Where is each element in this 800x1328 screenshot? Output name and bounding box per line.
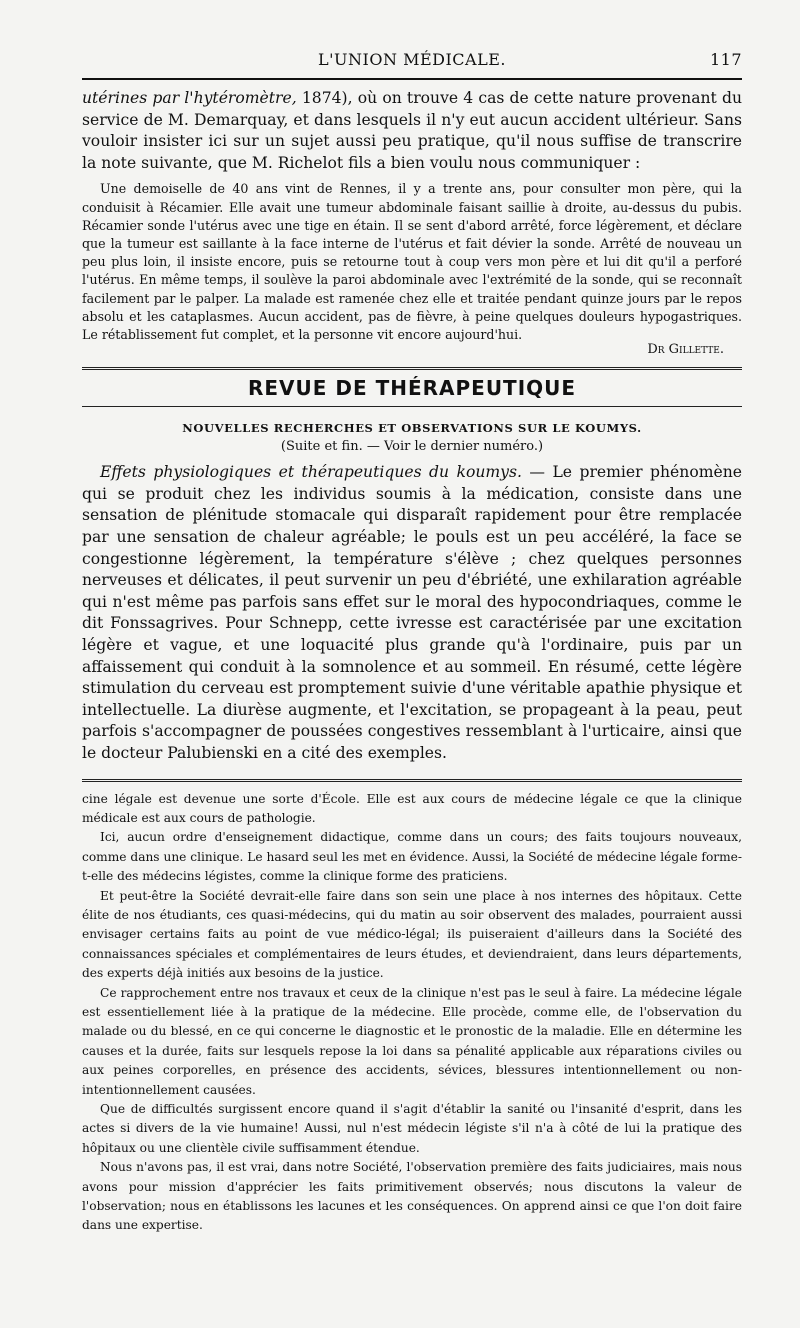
intro-paragraph [82,88,742,174]
bottom-paragraph-5: Que de difficultés surgissent encore quand il s'agit d'établir la sanité ou l'insanité d'esprit, dans les actes si divers de la vie humaine! Aussi, nul n'est médecin légiste s'il n'a à côté de lui la pratique des hôpitaux ou une clientèle civile suffisamment étendue. [82,1102,742,1155]
section-title-rule [82,406,742,407]
section-rule-top [82,367,742,370]
revue-paragraph [82,462,742,764]
revue-body: Le premier phénomène qui se produit chez les individus soumis à la médication, consiste dans une sensation de plénitude stomacale qui disparaît rapidement pour être remplacée par une sensation de chaleur agréable; le pouls est un peu accéléré, la face se congestionne légèrement, la température s'élève ; chez quelques personnes nerveuses et délicates, il peut survenir un peu d'ébriété, une exhilaration agréable qui n'est même pas parfois sans effet sur le moral des hypocondriaques, comme le dit Fonssagrives. Pour Schnepp, cette ivresse est caractérisée par une excitation légère et vague, et une loquacité plus grande qu'à l'ordinaire, puis par un affaissement qui conduit à la somnolence et au sommeil. En résumé, cette légère stimulation du cerveau est promptement suivie d'une véritable apathie physique et intellectuelle. La diurèse augmente, et l'excitation, se propageant à la peau, peut parfois s'accompagner de poussées congestives ressemblant à l'urticaire, ainsi que le docteur Palubienski en a cité des exemples. [82,463,742,762]
intro-text: 1874), où on trouve 4 cas de cette nature provenant du service de M. Demarquay, et dans lesquels il n'y eut aucun accident ultérieur. Sans vouloir insister ici sur un sujet aussi peu pratique, qu'il nous suffise de transcrire la note suivante, que M. Richelot fils a bien voulu nous communiquer : [82,89,742,172]
journal-title: L'UNION MÉDICALE. [318,50,506,69]
feuilleton-rule [82,779,742,782]
running-header [82,44,742,76]
bottom-paragraph-4: Ce rapprochement entre nos travaux et ceux de la clinique n'est pas le seul à faire. La médecine légale est essentiellement liée à la pratique de la médecine. Elle procède, comme elle, de l'observation du malade ou du blessé, en ce qui concerne le diagnostic et le pronostic de la maladie. Elle en détermine les causes et la durée, faits sur lesquels repose la loi dans sa pénalité applicable aux réparations civiles ou aux peines corporelles, en présence des accidents, sévices, blessures intentionnellement ou non-intentionnellement causées. [82,985,742,1097]
continuation-note: (Suite et fin. — Voir le dernier numéro.) [280,439,544,455]
bottom-paragraph-6: Nous n'avons pas, il est vrai, dans notre Société, l'observation première des faits judiciaires, mais nous avons pour mission d'apprécier les faits primitivement observés; nous discutons la valeur de l'observation; nous en établissons les lacunes et les conséquences. On apprend ainsi ce que l'on doit faire dans une expertise. [82,1160,742,1233]
signature: Dr Gillette. [647,342,724,358]
bottom-paragraph-3: Et peut-être la Société devrait-elle faire dans son sein une place à nos internes des hôpitaux. Cette élite de nos étudiants, ces quasi-médecins, qui du matin au soir observent des malades, pourraient aussi envisager certains faits au point de vue médico-légal; ils puiseraient d'ailleurs dans la Société des connaissances spéciales et complémentaires de leurs études, et deviendraient, dans leurs départements, des experts déjà initiés aux besoins de la justice. [82,888,742,981]
header-rule [82,78,742,80]
bottom-paragraph-1: cine légale est devenue une sorte d'École. Elle est aux cours de médecine légale ce que la clinique médicale est aux cours de pathologie. [82,791,742,825]
bottom-paragraph-2: Ici, aucun ordre d'enseignement didactique, comme dans un cours; des faits toujours nouveaux, comme dans une clinique. Le hasard seul les met en évidence. Aussi, la Société de médecine légale forme-t-elle des médecins légistes, comme la clinique forme des praticiens. [82,830,742,884]
quoted-note: Une demoiselle de 40 ans vint de Rennes, il y a trente ans, pour consulter mon père, qui la conduisit à Récamier. Elle avait une tumeur abdominale faisant saillie à droite, au-dessus du pubis. Récamier sonde l'utérus avec une tige en étain. Il se sent d'abord arrêté, force légèrement, et déclare que la tumeur est saillante à la face interne de l'utérus et fait dévier la sonde. Arrêté de nouveau un peu plus loin, il insiste encore, puis se retourne tout à coup vers mon père et lui dit qu'il a perforé l'utérus. En même temps, il soulève la paroi abdominale avec l'extrémité de la sonde, qui se reconnaît facilement par le palper. La malade est ramenée chez elle et traitée pendant quinze jours par le repos absolu et les cataplasmes. Aucun accident, pas de fièvre, à peine quelques douleurs hypogastriques. Le rétablissement fut complet, et la personne vit encore aujourd'hui. [82,181,742,342]
page-number: 117 [709,50,742,69]
section-title: REVUE DE THÉRAPEUTIQUE [247,376,577,401]
intro-italic: utérines par l'hytéromètre, [82,89,297,107]
subsection-title: NOUVELLES RECHERCHES ET OBSERVATIONS SUR LE KOUMYS. [182,421,642,436]
revue-lead: Effets physiologiques et thérapeutiques du koumys. [100,463,522,482]
revue-section [82,376,742,764]
revue-dash: — [521,463,553,482]
top-article [82,88,742,357]
bottom-column [82,790,742,1236]
